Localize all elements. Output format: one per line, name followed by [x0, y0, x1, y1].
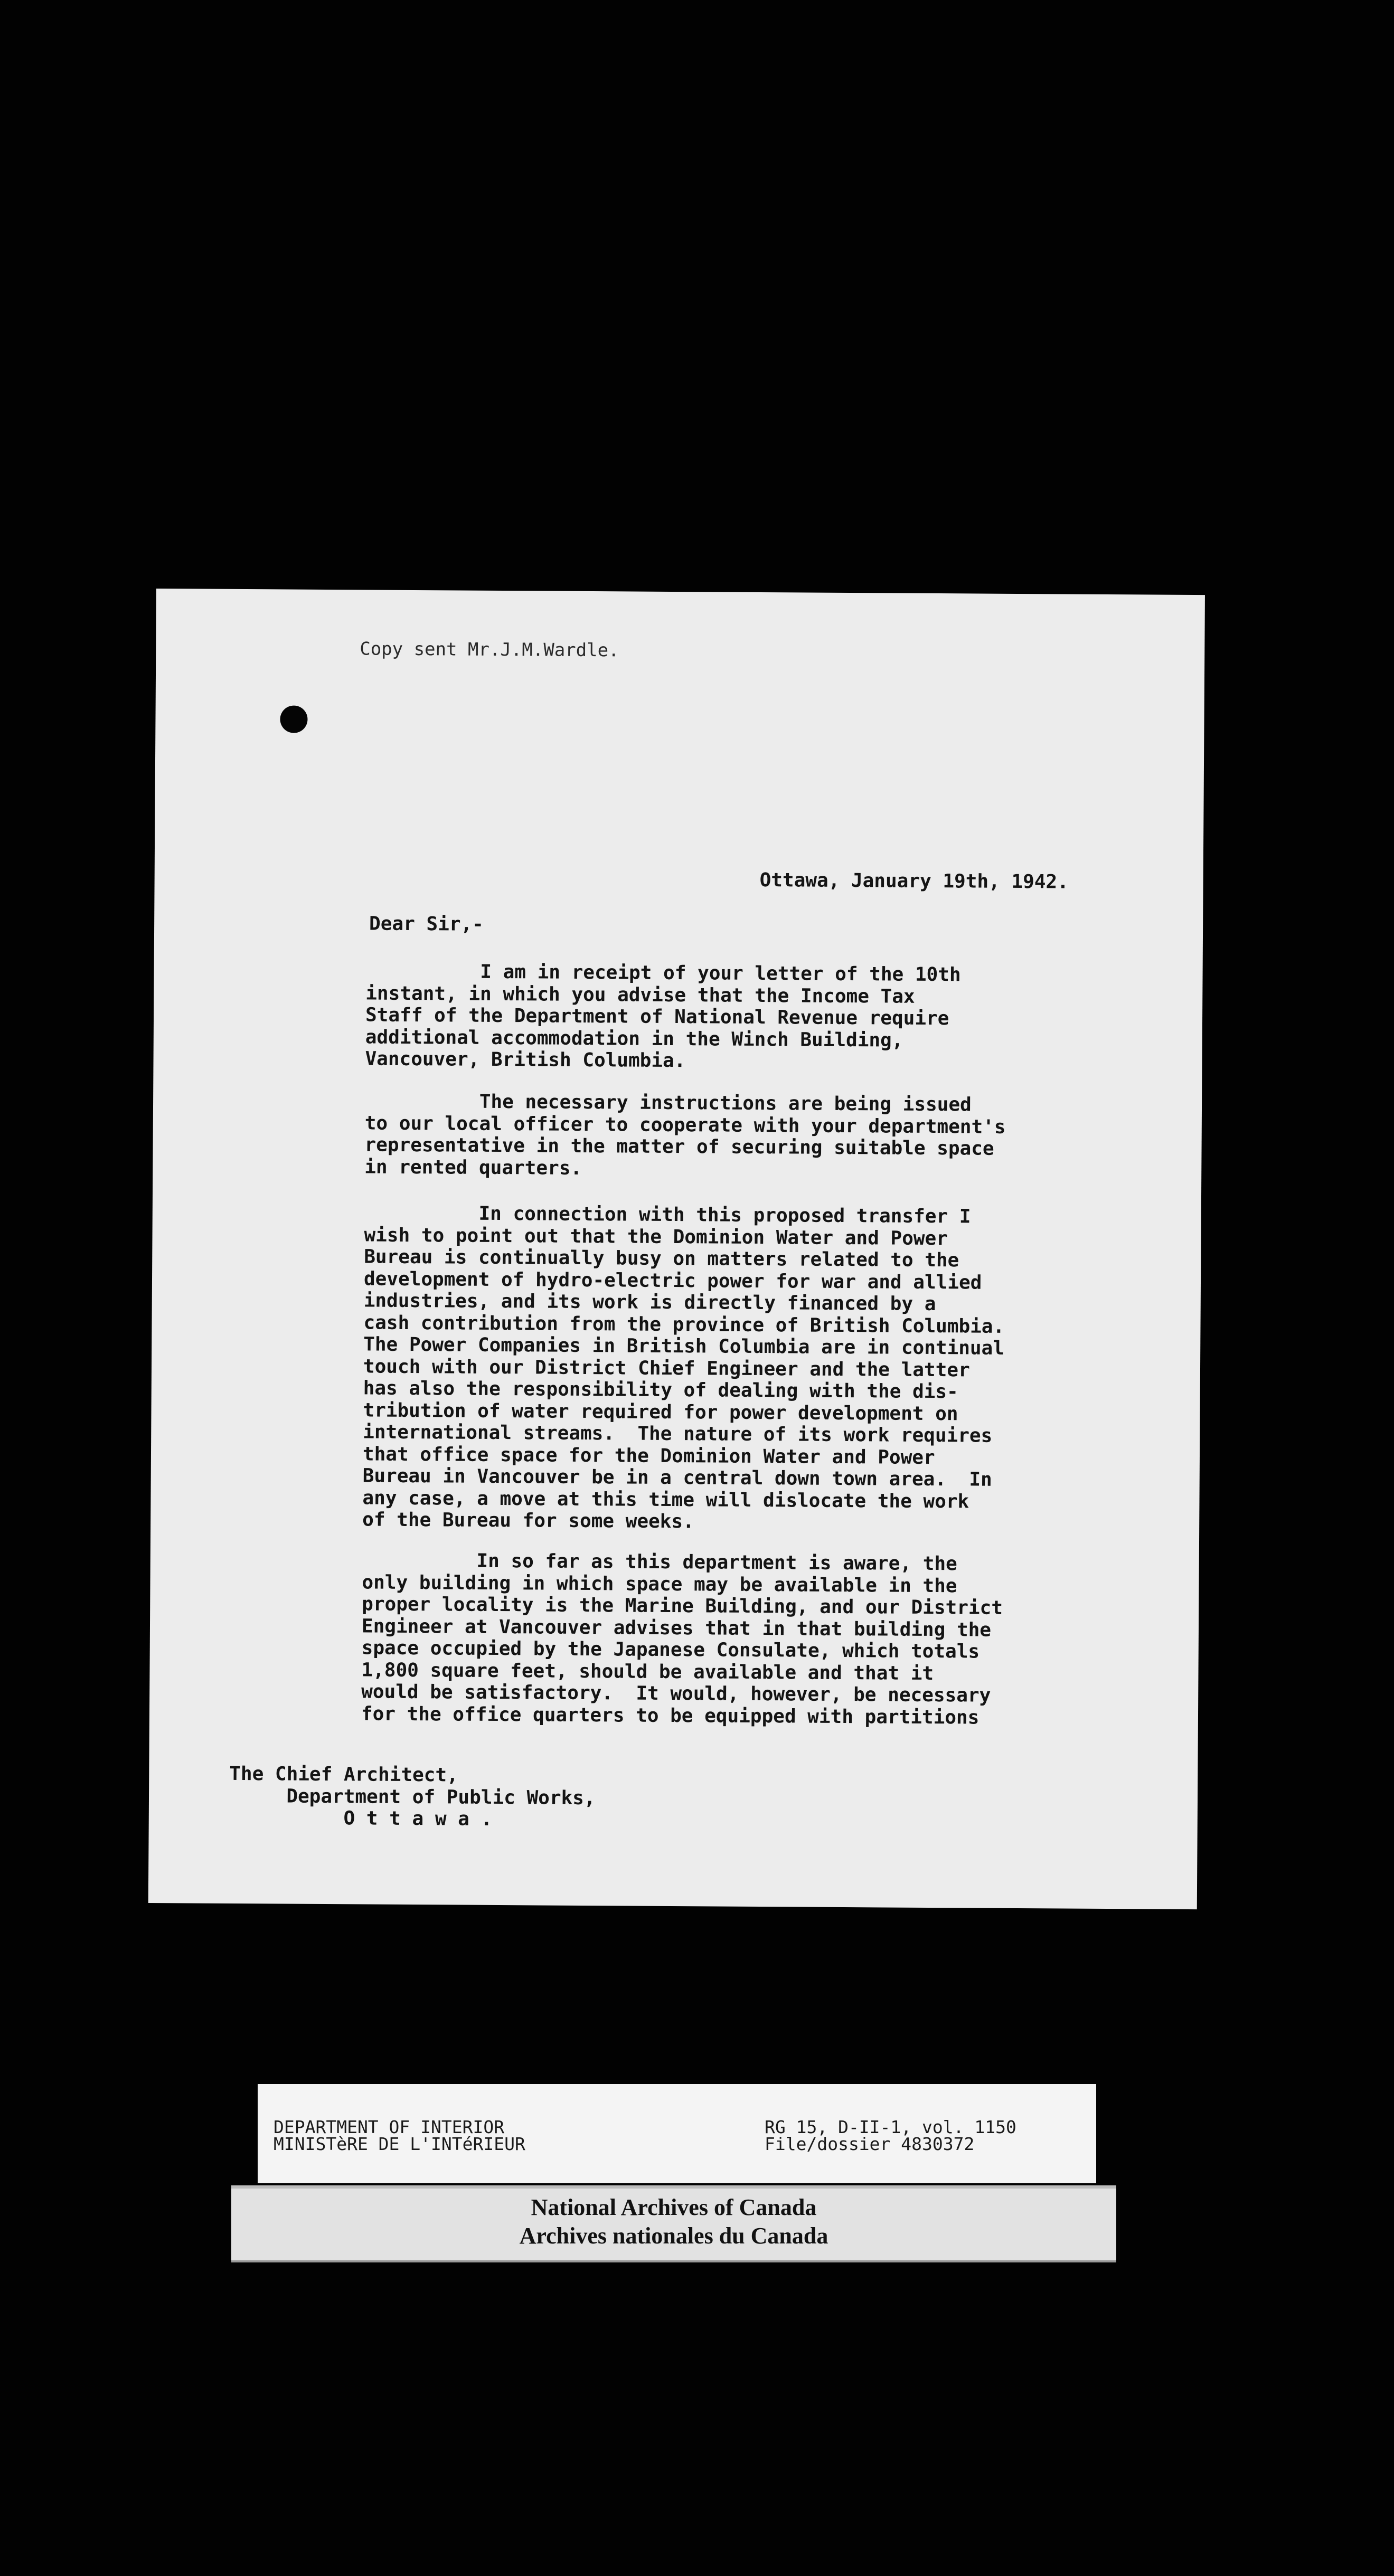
- archive-reference-label: [258, 2084, 1096, 2183]
- letter-dateline: Ottawa, January 19th, 1942.: [759, 869, 1069, 893]
- letter-salutation: Dear Sir,-: [369, 913, 484, 935]
- letter-paragraph: In connection with this proposed transfer I wish to point out that the Dominion Water and Power Bureau is continually busy on matters related to the development of hydro-electric power for war and allied industries, and its work is directly financed by a cash contribution from the province of British Columbia. The Power Companies in British Columbia are in continual touch with our District Chief Engineer and the latter has also the responsibility of dealing with the dis- tribution of water required for power development on international streams. The nature of its work requires that office space for the Dominion Water and Power Bureau in Vancouver be in a central down town area. In any case, a move at this time will dislocate the work of the Bureau for some weeks.: [362, 1202, 1005, 1533]
- letter-paragraph: I am in receipt of your letter of the 10th instant, in which you advise that the Income Tax Staff of the Department of National Revenue require additional accommodation in the Winch Building, Vancouver, British Columbia.: [365, 960, 961, 1072]
- letter-paragraph: In so far as this department is aware, the only building in which space may be available in the proper locality is the Marine Building, and our District Engineer at Vancouver advises that in that building the space occupied by the Japanese Consulate, which totals 1,800 square feet, should be available and that it would be satisfactory. It would, however, be necessary for the office quarters to be equipped with partitions: [361, 1549, 1003, 1729]
- archives-name-english: National Archives of Canada: [531, 2194, 817, 2220]
- archives-credit-label: [231, 2185, 1116, 2262]
- letter-paragraph: The necessary instructions are being issued to our local officer to cooperate with your department's representative in the matter of securing suitable space in rented quarters.: [364, 1090, 1006, 1179]
- archives-name-french: Archives nationales du Canada: [519, 2223, 828, 2249]
- letter-addressee: The Chief Architect, Department of Public Works, O t t a w a .: [229, 1763, 596, 1830]
- copy-note: Copy sent Mr.J.M.Wardle.: [360, 638, 619, 661]
- punch-hole: [280, 705, 307, 733]
- file-reference: RG 15, D-II-1, vol. 1150 File/dossier 4830372: [765, 2117, 1016, 2154]
- letter-page: [148, 589, 1205, 1909]
- department-name: DEPARTMENT OF INTERIOR MINISTèRE DE L'INTéRIEUR: [274, 2117, 525, 2154]
